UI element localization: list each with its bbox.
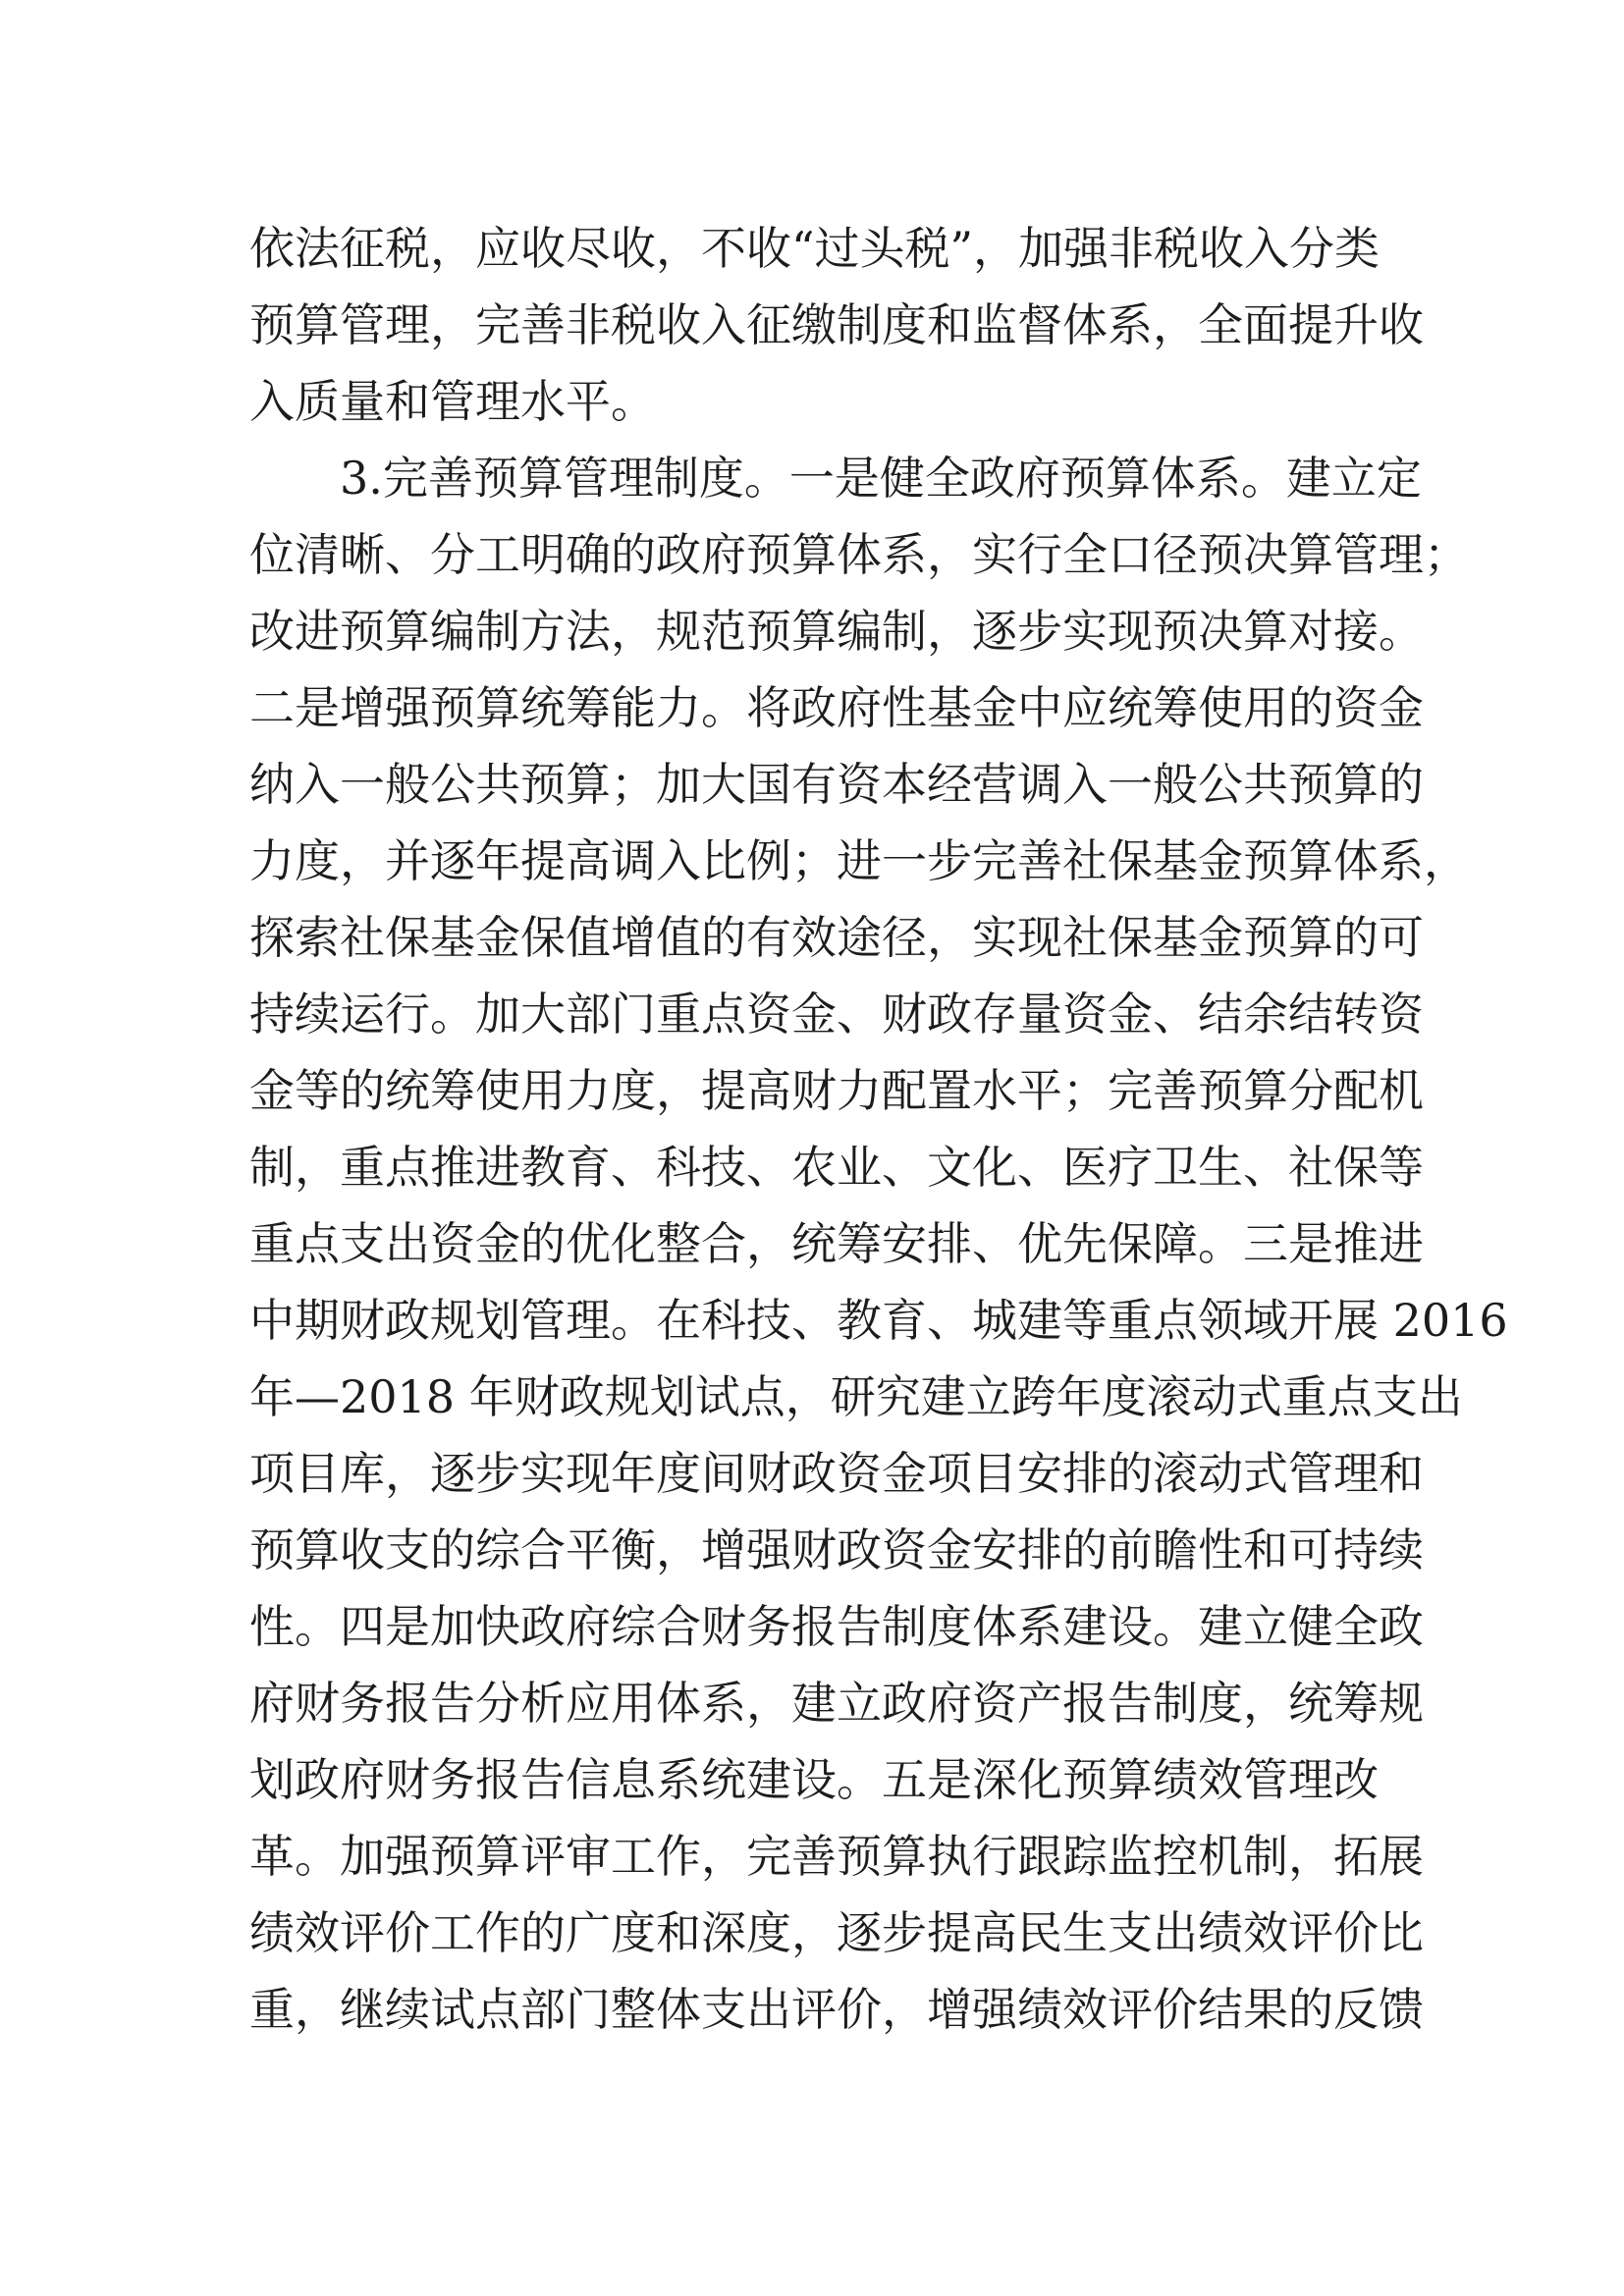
- text-line: 预算管理，完善非税收入征缴制度和监督体系，全面提升收: [249, 298, 1424, 351]
- text-line: 改进预算编制方法，规范预算编制，逐步实现预决算对接。: [249, 605, 1424, 658]
- text-line: 重点支出资金的优化整合，统筹安排、优先保障。三是推进: [249, 1217, 1424, 1270]
- text-line: 府财务报告分析应用体系，建立政府资产报告制度，统筹规: [249, 1677, 1424, 1730]
- text-line: 3.完善预算管理制度。一是健全政府预算体系。建立定: [340, 452, 1422, 505]
- text-line: 中期财政规划管理。在科技、教育、城建等重点领域开展 2016: [249, 1294, 1508, 1347]
- text-line: 力度，并逐年提高调入比例；进一步完善社保基金预算体系，: [249, 834, 1469, 887]
- text-line: 纳入一般公共预算；加大国有资本经营调入一般公共预算的: [249, 758, 1424, 811]
- text-line: 性。四是加快政府综合财务报告制度体系建设。建立健全政: [249, 1600, 1424, 1653]
- text-line: 项目库，逐步实现年度间财政资金项目安排的滚动式管理和: [249, 1447, 1424, 1500]
- text-line: 二是增强预算统筹能力。将政府性基金中应统筹使用的资金: [249, 681, 1424, 734]
- paragraph-revenue-management: [249, 210, 1424, 440]
- text-line: 革。加强预算评审工作，完善预算执行跟踪监控机制，拓展: [249, 1830, 1424, 1883]
- text-line: 绩效评价工作的广度和深度，逐步提高民生支出绩效评价比: [249, 1906, 1424, 1959]
- text-line: 入质量和管理水平。: [249, 375, 656, 428]
- text-line: 依法征税，应收尽收，不收“过头税”，加强非税收入分类: [249, 222, 1380, 275]
- text-line: 划政府财务报告信息系统建设。五是深化预算绩效管理改: [249, 1753, 1379, 1806]
- text-line: 金等的统筹使用力度，提高财力配置水平；完善预算分配机: [249, 1064, 1424, 1117]
- text-line: 预算收支的综合平衡，增强财政资金安排的前瞻性和可持续: [249, 1523, 1424, 1576]
- paragraph-budget-system: [249, 440, 1508, 2048]
- text-line: 年—2018 年财政规划试点，研究建立跨年度滚动式重点支出: [249, 1370, 1463, 1423]
- text-line: 重，继续试点部门整体支出评价，增强绩效评价结果的反馈: [249, 1983, 1424, 2036]
- text-line: 持续运行。加大部门重点资金、财政存量资金、结余结转资: [249, 988, 1424, 1041]
- text-line: 探索社保基金保值增值的有效途径，实现社保基金预算的可: [249, 911, 1424, 964]
- text-line: 制，重点推进教育、科技、农业、文化、医疗卫生、社保等: [249, 1141, 1424, 1194]
- text-line: 位清晰、分工明确的政府预算体系，实行全口径预决算管理；: [249, 528, 1469, 581]
